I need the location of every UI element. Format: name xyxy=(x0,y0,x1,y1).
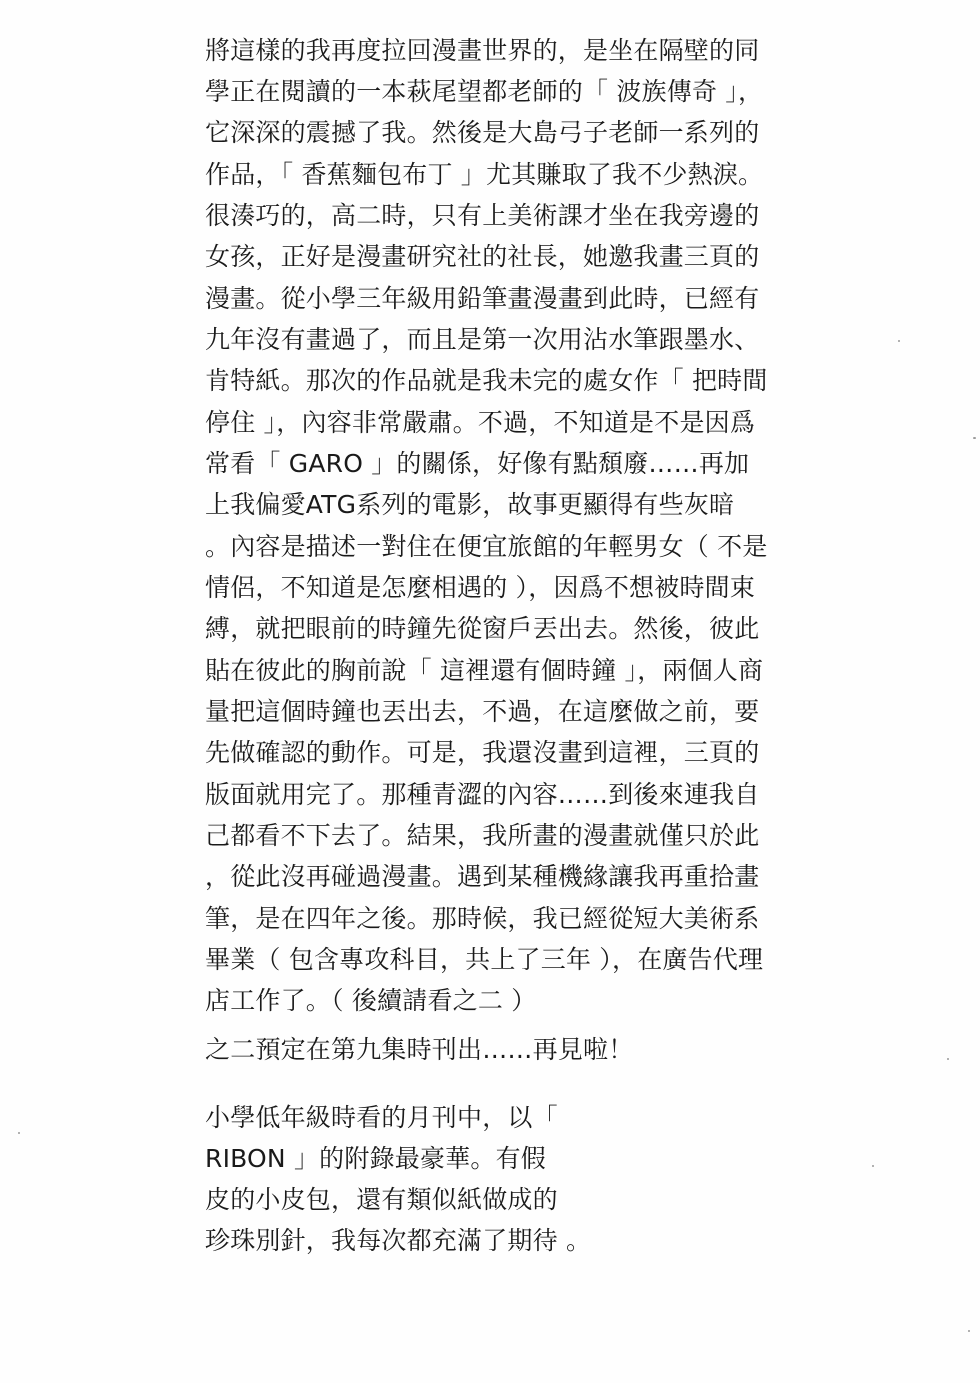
main-line-12: 上我偏愛ATG系列的電影，故事更顯得有些灰暗 xyxy=(205,490,735,519)
caption-line-3: 皮的小皮包，還有類似紙做成的 xyxy=(205,1185,558,1214)
main-line-20: 己都看不下去了。結果，我所畫的漫畫就僅只於此 xyxy=(205,821,760,850)
followup-note: 之二預定在第九集時刊出……再見啦！ xyxy=(205,1035,634,1064)
caption-line-4: 珍珠別針，我每次都充滿了期待 。 xyxy=(205,1226,592,1255)
main-line-6: 女孩，正好是漫畫研究社的社長，她邀我畫三頁的 xyxy=(205,242,760,271)
scan-speck xyxy=(898,340,900,342)
caption-line-2: RIBON 」的附錄最豪華。有假 xyxy=(205,1144,546,1173)
scan-speck xyxy=(973,437,976,439)
main-line-21: ，從此沒再碰過漫畫。遇到某種機緣讓我再重拾畫 xyxy=(205,862,760,891)
main-line-22: 筆，是在四年之後。那時候，我已經從短大美術系 xyxy=(205,904,760,933)
main-line-11: 常看「 GARO 」的關係，好像有點頹廢……再加 xyxy=(205,449,750,478)
main-line-17: 量把這個時鐘也丟出去，不過，在這麼做之前，要 xyxy=(205,697,760,726)
main-line-13: 。內容是描述一對住在便宜旅館的年輕男女（ 不是 xyxy=(205,532,768,561)
main-line-1: 將這樣的我再度拉回漫畫世界的，是坐在隔壁的同 xyxy=(205,36,760,65)
main-line-8: 九年沒有畫過了，而且是第一次用沾水筆跟墨水、 xyxy=(205,325,760,354)
main-line-5: 很湊巧的，高二時，只有上美術課才坐在我旁邊的 xyxy=(205,201,760,230)
main-line-2: 學正在閱讀的一本萩尾望都老師的「 波族傳奇 」， xyxy=(205,77,764,106)
main-line-9: 肯特紙。那次的作品就是我未完的處女作「 把時間 xyxy=(205,366,768,395)
main-line-23: 畢業（ 包含專攻科目，共上了三年 ），在廣告代理 xyxy=(205,945,764,974)
main-line-18: 先做確認的動作。可是，我還沒畫到這裡，三頁的 xyxy=(205,738,760,767)
main-line-10: 停住 」，內容非常嚴肅。不過，不知道是不是因爲 xyxy=(205,408,756,437)
caption-line-1: 小學低年級時看的月刊中，以「 xyxy=(205,1103,558,1132)
main-line-24: 店工作了。（ 後續請看之二 ） xyxy=(205,986,537,1015)
main-line-16: 貼在彼此的胸前說「 這裡還有個時鐘 」，兩個人商 xyxy=(205,656,764,685)
scan-speck xyxy=(872,1165,874,1167)
scan-speck xyxy=(18,1132,20,1134)
main-line-4: 作品，「 香蕉麵包布丁 」尤其賺取了我不少熱淚。 xyxy=(205,160,764,189)
main-line-3: 它深深的震撼了我。然後是大島弓子老師一系列的 xyxy=(205,118,760,147)
main-line-19: 版面就用完了。那種青澀的內容……到後來連我自 xyxy=(205,780,760,809)
main-line-15: 縛，就把眼前的時鐘先從窗戶丟出去。然後，彼此 xyxy=(205,614,760,643)
main-line-14: 情侶，不知道是怎麼相遇的 ），因爲不想被時間束 xyxy=(205,573,756,602)
scan-speck xyxy=(968,1330,970,1332)
scan-speck xyxy=(947,1058,949,1060)
main-line-7: 漫畫。從小學三年級用鉛筆畫漫畫到此時，已經有 xyxy=(205,284,760,313)
